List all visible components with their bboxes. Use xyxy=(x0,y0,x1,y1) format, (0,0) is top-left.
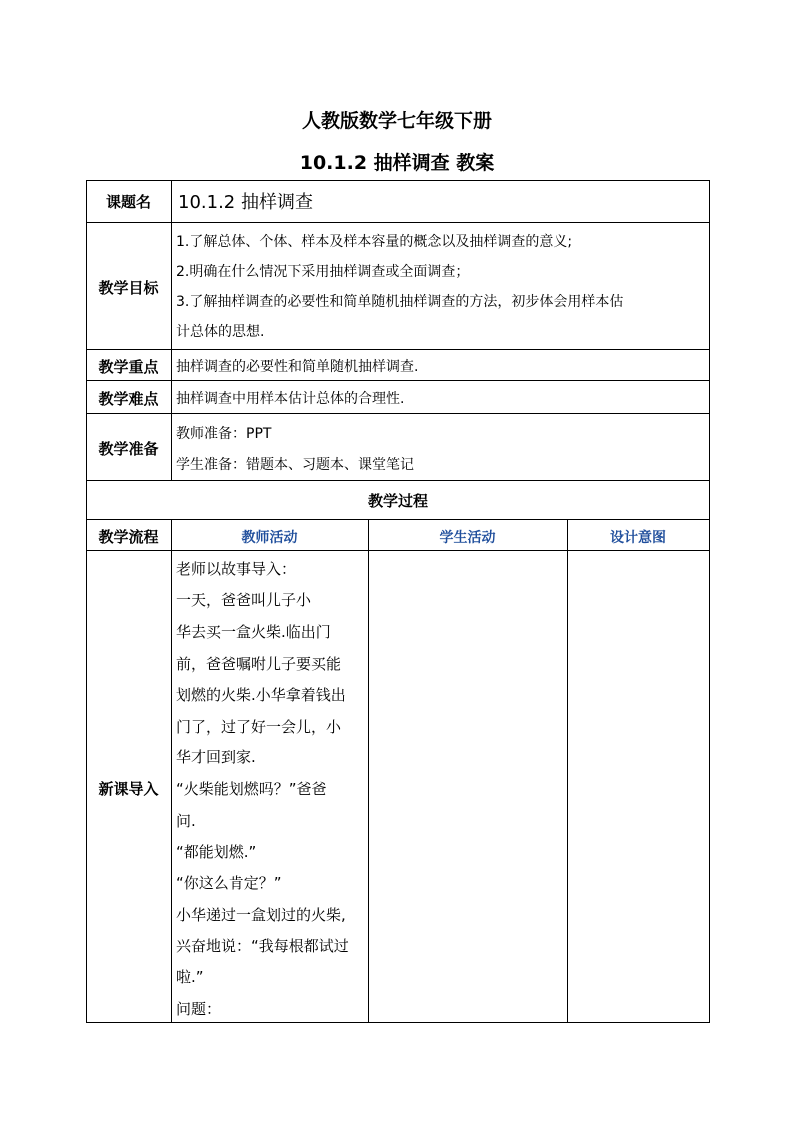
row-divider xyxy=(86,519,709,520)
teacher-activity-header: 教师活动 xyxy=(241,530,298,546)
course-name-label: 课题名 xyxy=(105,193,151,211)
intro-line: 一天，爸爸叫儿子小 xyxy=(176,591,312,609)
row-divider xyxy=(86,550,709,551)
intro-label: 新课导入 xyxy=(98,780,159,798)
intro-line: “你这么肯定？” xyxy=(176,874,282,892)
intro-line: 啦.” xyxy=(176,968,204,986)
intro-line: 小华递过一盒划过的火柴, xyxy=(176,906,346,924)
student-activity-header: 学生活动 xyxy=(439,530,496,546)
intro-line: 划燃的火柴.小华拿着钱出 xyxy=(176,686,346,704)
difficulty-value: 抽样调查中用样本估计总体的合理性. xyxy=(176,391,405,407)
column-divider xyxy=(368,519,369,1023)
intro-line: 问题： xyxy=(176,1000,222,1018)
difficulty-label: 教学难点 xyxy=(98,390,159,408)
row-divider xyxy=(86,480,709,481)
prep-label: 教学准备 xyxy=(98,440,159,458)
intro-line: “都能划燃.” xyxy=(176,843,257,861)
goal-line: 1.了解总体、个体、样本及样本容量的概念以及抽样调查的意义; xyxy=(176,234,573,250)
process-title: 教学过程 xyxy=(367,492,428,510)
intro-line: 华去买一盒火柴.临出门 xyxy=(176,623,331,641)
intro-line: 老师以故事导入： xyxy=(176,560,297,578)
intro-line: 门了，过了好一会儿，小 xyxy=(176,718,342,736)
course-name-value: 10.1.2 抽样调查 xyxy=(178,192,313,213)
goal-line: 计总体的思想. xyxy=(176,324,265,340)
column-divider xyxy=(567,519,568,1023)
column-divider xyxy=(171,519,172,1023)
intro-line: 兴奋地说：“我每根都试过 xyxy=(176,937,349,955)
key-value: 抽样调查的必要性和简单随机抽样调查. xyxy=(176,359,419,375)
flow-header: 教学流程 xyxy=(98,528,159,546)
prep-teacher: 教师准备：PPT xyxy=(176,426,272,442)
row-divider xyxy=(86,222,709,223)
row-divider xyxy=(86,413,709,414)
goal-line: 3.了解抽样调查的必要性和简单随机抽样调查的方法，初步体会用样本估 xyxy=(176,294,624,310)
intro-line: 华才回到家. xyxy=(176,748,256,766)
goals-label: 教学目标 xyxy=(98,279,159,297)
key-label: 教学重点 xyxy=(98,358,159,376)
intro-line: 问. xyxy=(176,812,196,830)
goal-line: 2.明确在什么情况下采用抽样调查或全面调查； xyxy=(176,264,470,280)
intro-line: “火柴能划燃吗？”爸爸 xyxy=(176,780,327,798)
row-divider xyxy=(86,349,709,350)
prep-student: 学生准备：错题本、习题本、课堂笔记 xyxy=(176,457,414,473)
design-intent-header: 设计意图 xyxy=(610,530,666,546)
document-subtitle: 10.1.2 抽样调查 教案 xyxy=(299,152,495,174)
document-title: 人教版数学七年级下册 xyxy=(301,110,492,132)
row-divider xyxy=(86,380,709,381)
intro-line: 前，爸爸嘱咐儿子要买能 xyxy=(176,655,342,673)
column-divider xyxy=(171,180,172,480)
